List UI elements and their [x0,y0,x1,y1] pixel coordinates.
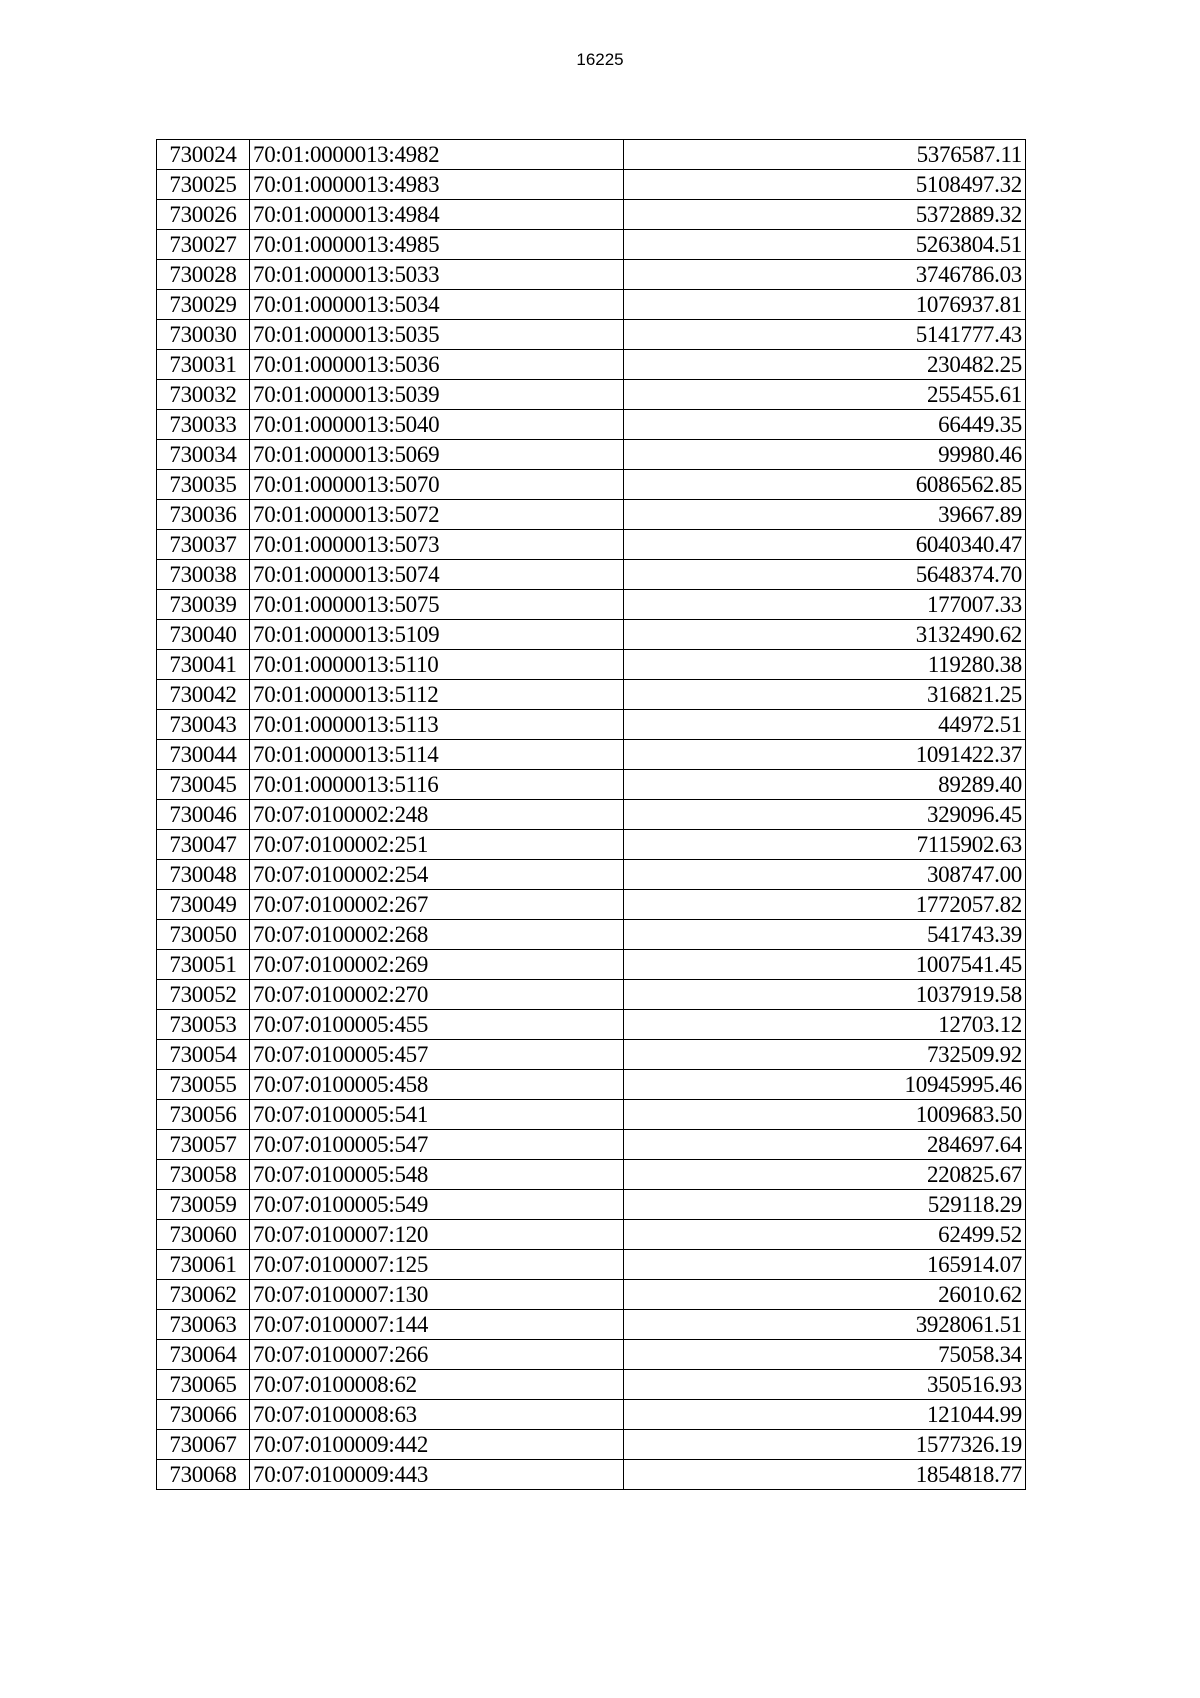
row-number-cell: 730059 [157,1190,250,1220]
cadastral-number-cell: 70:07:0100005:458 [250,1070,624,1100]
cadastral-number-cell: 70:07:0100008:63 [250,1400,624,1430]
cadastral-number-cell: 70:07:0100002:270 [250,980,624,1010]
cadastral-value-cell: 1037919.58 [624,980,1026,1010]
row-number-cell: 730061 [157,1250,250,1280]
row-number-cell: 730046 [157,800,250,830]
cadastral-value-cell: 1009683.50 [624,1100,1026,1130]
row-number-cell: 730042 [157,680,250,710]
table-row [157,1460,1026,1490]
cadastral-number-cell: 70:01:0000013:5069 [250,440,624,470]
cadastral-number-cell: 70:01:0000013:5070 [250,470,624,500]
cadastral-value-cell: 26010.62 [624,1280,1026,1310]
cadastral-value-cell: 1007541.45 [624,950,1026,980]
row-number-cell: 730053 [157,1010,250,1040]
table-row [157,1310,1026,1340]
row-number-cell: 730058 [157,1160,250,1190]
cadastral-value-cell: 5141777.43 [624,320,1026,350]
cadastral-value-cell: 284697.64 [624,1130,1026,1160]
cadastral-value-cell: 3132490.62 [624,620,1026,650]
cadastral-value-cell: 329096.45 [624,800,1026,830]
cadastral-number-cell: 70:07:0100007:144 [250,1310,624,1340]
table-row [157,470,1026,500]
row-number-cell: 730040 [157,620,250,650]
row-number-cell: 730066 [157,1400,250,1430]
cadastral-value-cell: 3928061.51 [624,1310,1026,1340]
row-number-cell: 730024 [157,140,250,170]
row-number-cell: 730043 [157,710,250,740]
cadastral-value-cell: 89289.40 [624,770,1026,800]
table-row [157,920,1026,950]
table-row [157,770,1026,800]
cadastral-number-cell: 70:07:0100005:457 [250,1040,624,1070]
row-number-cell: 730060 [157,1220,250,1250]
row-number-cell: 730034 [157,440,250,470]
cadastral-value-cell: 12703.12 [624,1010,1026,1040]
row-number-cell: 730063 [157,1310,250,1340]
table-row [157,1430,1026,1460]
cadastral-value-cell: 230482.25 [624,350,1026,380]
cadastral-value-cell: 541743.39 [624,920,1026,950]
row-number-cell: 730049 [157,890,250,920]
table-row [157,1250,1026,1280]
row-number-cell: 730054 [157,1040,250,1070]
table-row [157,380,1026,410]
cadastral-number-cell: 70:01:0000013:5109 [250,620,624,650]
table-row [157,860,1026,890]
cadastral-number-cell: 70:01:0000013:4984 [250,200,624,230]
row-number-cell: 730029 [157,290,250,320]
cadastral-number-cell: 70:01:0000013:5110 [250,650,624,680]
row-number-cell: 730045 [157,770,250,800]
table-row [157,620,1026,650]
table-row [157,500,1026,530]
cadastral-value-cell: 308747.00 [624,860,1026,890]
cadastral-number-cell: 70:01:0000013:5114 [250,740,624,770]
cadastral-value-cell: 529118.29 [624,1190,1026,1220]
row-number-cell: 730028 [157,260,250,290]
table-row [157,530,1026,560]
table-row [157,1340,1026,1370]
row-number-cell: 730026 [157,200,250,230]
table-row [157,350,1026,380]
cadastral-value-cell: 1577326.19 [624,1430,1026,1460]
cadastral-value-cell: 39667.89 [624,500,1026,530]
cadastral-number-cell: 70:01:0000013:5035 [250,320,624,350]
row-number-cell: 730052 [157,980,250,1010]
table-row [157,1370,1026,1400]
table-row [157,560,1026,590]
row-number-cell: 730051 [157,950,250,980]
table-row [157,410,1026,440]
table-row [157,440,1026,470]
row-number-cell: 730062 [157,1280,250,1310]
table-row [157,1070,1026,1100]
cadastral-value-cell: 1772057.82 [624,890,1026,920]
table-row [157,290,1026,320]
cadastral-number-cell: 70:01:0000013:5112 [250,680,624,710]
cadastral-number-cell: 70:07:0100005:455 [250,1010,624,1040]
cadastral-value-cell: 99980.46 [624,440,1026,470]
cadastral-number-cell: 70:01:0000013:5113 [250,710,624,740]
row-number-cell: 730035 [157,470,250,500]
table-row [157,1100,1026,1130]
row-number-cell: 730037 [157,530,250,560]
table-row [157,1010,1026,1040]
table-row [157,1280,1026,1310]
cadastral-number-cell: 70:01:0000013:5074 [250,560,624,590]
table-row [157,740,1026,770]
cadastral-value-cell: 5648374.70 [624,560,1026,590]
cadastral-value-cell: 1854818.77 [624,1460,1026,1490]
row-number-cell: 730068 [157,1460,250,1490]
cadastral-number-cell: 70:01:0000013:5034 [250,290,624,320]
cadastral-value-cell: 220825.67 [624,1160,1026,1190]
table-row [157,980,1026,1010]
table-row [157,650,1026,680]
table-row [157,1160,1026,1190]
row-number-cell: 730032 [157,380,250,410]
table-row [157,140,1026,170]
cadastral-number-cell: 70:07:0100005:548 [250,1160,624,1190]
table-row [157,680,1026,710]
cadastral-number-cell: 70:01:0000013:5039 [250,380,624,410]
table-row [157,890,1026,920]
row-number-cell: 730036 [157,500,250,530]
cadastral-number-cell: 70:07:0100005:549 [250,1190,624,1220]
table-row [157,320,1026,350]
cadastral-number-cell: 70:07:0100009:442 [250,1430,624,1460]
cadastral-number-cell: 70:01:0000013:5116 [250,770,624,800]
table-row [157,950,1026,980]
cadastral-number-cell: 70:07:0100002:248 [250,800,624,830]
table-row [157,1400,1026,1430]
cadastral-number-cell: 70:01:0000013:5075 [250,590,624,620]
row-number-cell: 730050 [157,920,250,950]
cadastral-value-cell: 3746786.03 [624,260,1026,290]
row-number-cell: 730038 [157,560,250,590]
cadastral-value-cell: 5376587.11 [624,140,1026,170]
cadastral-value-cell: 119280.38 [624,650,1026,680]
cadastral-value-cell: 6040340.47 [624,530,1026,560]
table-row [157,1220,1026,1250]
table-row [157,1130,1026,1160]
cadastral-value-cell: 5372889.32 [624,200,1026,230]
table-row [157,800,1026,830]
cadastral-number-cell: 70:01:0000013:5073 [250,530,624,560]
cadastral-number-cell: 70:07:0100005:541 [250,1100,624,1130]
table-row [157,260,1026,290]
cadastral-value-table [156,139,1026,1490]
cadastral-number-cell: 70:01:0000013:5033 [250,260,624,290]
cadastral-value-cell: 10945995.46 [624,1070,1026,1100]
cadastral-value-cell: 350516.93 [624,1370,1026,1400]
cadastral-value-cell: 75058.34 [624,1340,1026,1370]
row-number-cell: 730056 [157,1100,250,1130]
row-number-cell: 730025 [157,170,250,200]
row-number-cell: 730039 [157,590,250,620]
row-number-cell: 730044 [157,740,250,770]
cadastral-value-cell: 316821.25 [624,680,1026,710]
cadastral-value-cell: 1091422.37 [624,740,1026,770]
cadastral-number-cell: 70:07:0100008:62 [250,1370,624,1400]
cadastral-value-cell: 732509.92 [624,1040,1026,1070]
cadastral-value-cell: 5263804.51 [624,230,1026,260]
table-row [157,590,1026,620]
cadastral-value-cell: 177007.33 [624,590,1026,620]
row-number-cell: 730057 [157,1130,250,1160]
cadastral-number-cell: 70:07:0100007:130 [250,1280,624,1310]
cadastral-value-cell: 66449.35 [624,410,1026,440]
row-number-cell: 730027 [157,230,250,260]
cadastral-number-cell: 70:07:0100007:125 [250,1250,624,1280]
table-row [157,830,1026,860]
cadastral-number-cell: 70:07:0100002:269 [250,950,624,980]
cadastral-value-cell: 44972.51 [624,710,1026,740]
table-row [157,200,1026,230]
row-number-cell: 730033 [157,410,250,440]
row-number-cell: 730067 [157,1430,250,1460]
cadastral-number-cell: 70:01:0000013:4982 [250,140,624,170]
table-row [157,170,1026,200]
cadastral-number-cell: 70:07:0100007:120 [250,1220,624,1250]
cadastral-number-cell: 70:01:0000013:5072 [250,500,624,530]
cadastral-value-cell: 1076937.81 [624,290,1026,320]
cadastral-value-cell: 255455.61 [624,380,1026,410]
cadastral-value-cell: 165914.07 [624,1250,1026,1280]
row-number-cell: 730065 [157,1370,250,1400]
row-number-cell: 730031 [157,350,250,380]
table-row [157,710,1026,740]
cadastral-value-cell: 6086562.85 [624,470,1026,500]
cadastral-number-cell: 70:07:0100002:251 [250,830,624,860]
row-number-cell: 730055 [157,1070,250,1100]
table-body [157,140,1026,1490]
cadastral-number-cell: 70:01:0000013:4985 [250,230,624,260]
cadastral-value-cell: 5108497.32 [624,170,1026,200]
row-number-cell: 730047 [157,830,250,860]
cadastral-number-cell: 70:07:0100002:254 [250,860,624,890]
row-number-cell: 730048 [157,860,250,890]
cadastral-value-cell: 7115902.63 [624,830,1026,860]
cadastral-number-cell: 70:07:0100002:268 [250,920,624,950]
row-number-cell: 730041 [157,650,250,680]
row-number-cell: 730030 [157,320,250,350]
row-number-cell: 730064 [157,1340,250,1370]
table-row [157,230,1026,260]
cadastral-number-cell: 70:01:0000013:5036 [250,350,624,380]
cadastral-number-cell: 70:01:0000013:5040 [250,410,624,440]
table-row [157,1190,1026,1220]
cadastral-value-cell: 121044.99 [624,1400,1026,1430]
cadastral-number-cell: 70:07:0100005:547 [250,1130,624,1160]
table-row [157,1040,1026,1070]
cadastral-number-cell: 70:01:0000013:4983 [250,170,624,200]
cadastral-number-cell: 70:07:0100009:443 [250,1460,624,1490]
page-number: 16225 [576,50,624,69]
cadastral-value-cell: 62499.52 [624,1220,1026,1250]
cadastral-number-cell: 70:07:0100007:266 [250,1340,624,1370]
cadastral-number-cell: 70:07:0100002:267 [250,890,624,920]
